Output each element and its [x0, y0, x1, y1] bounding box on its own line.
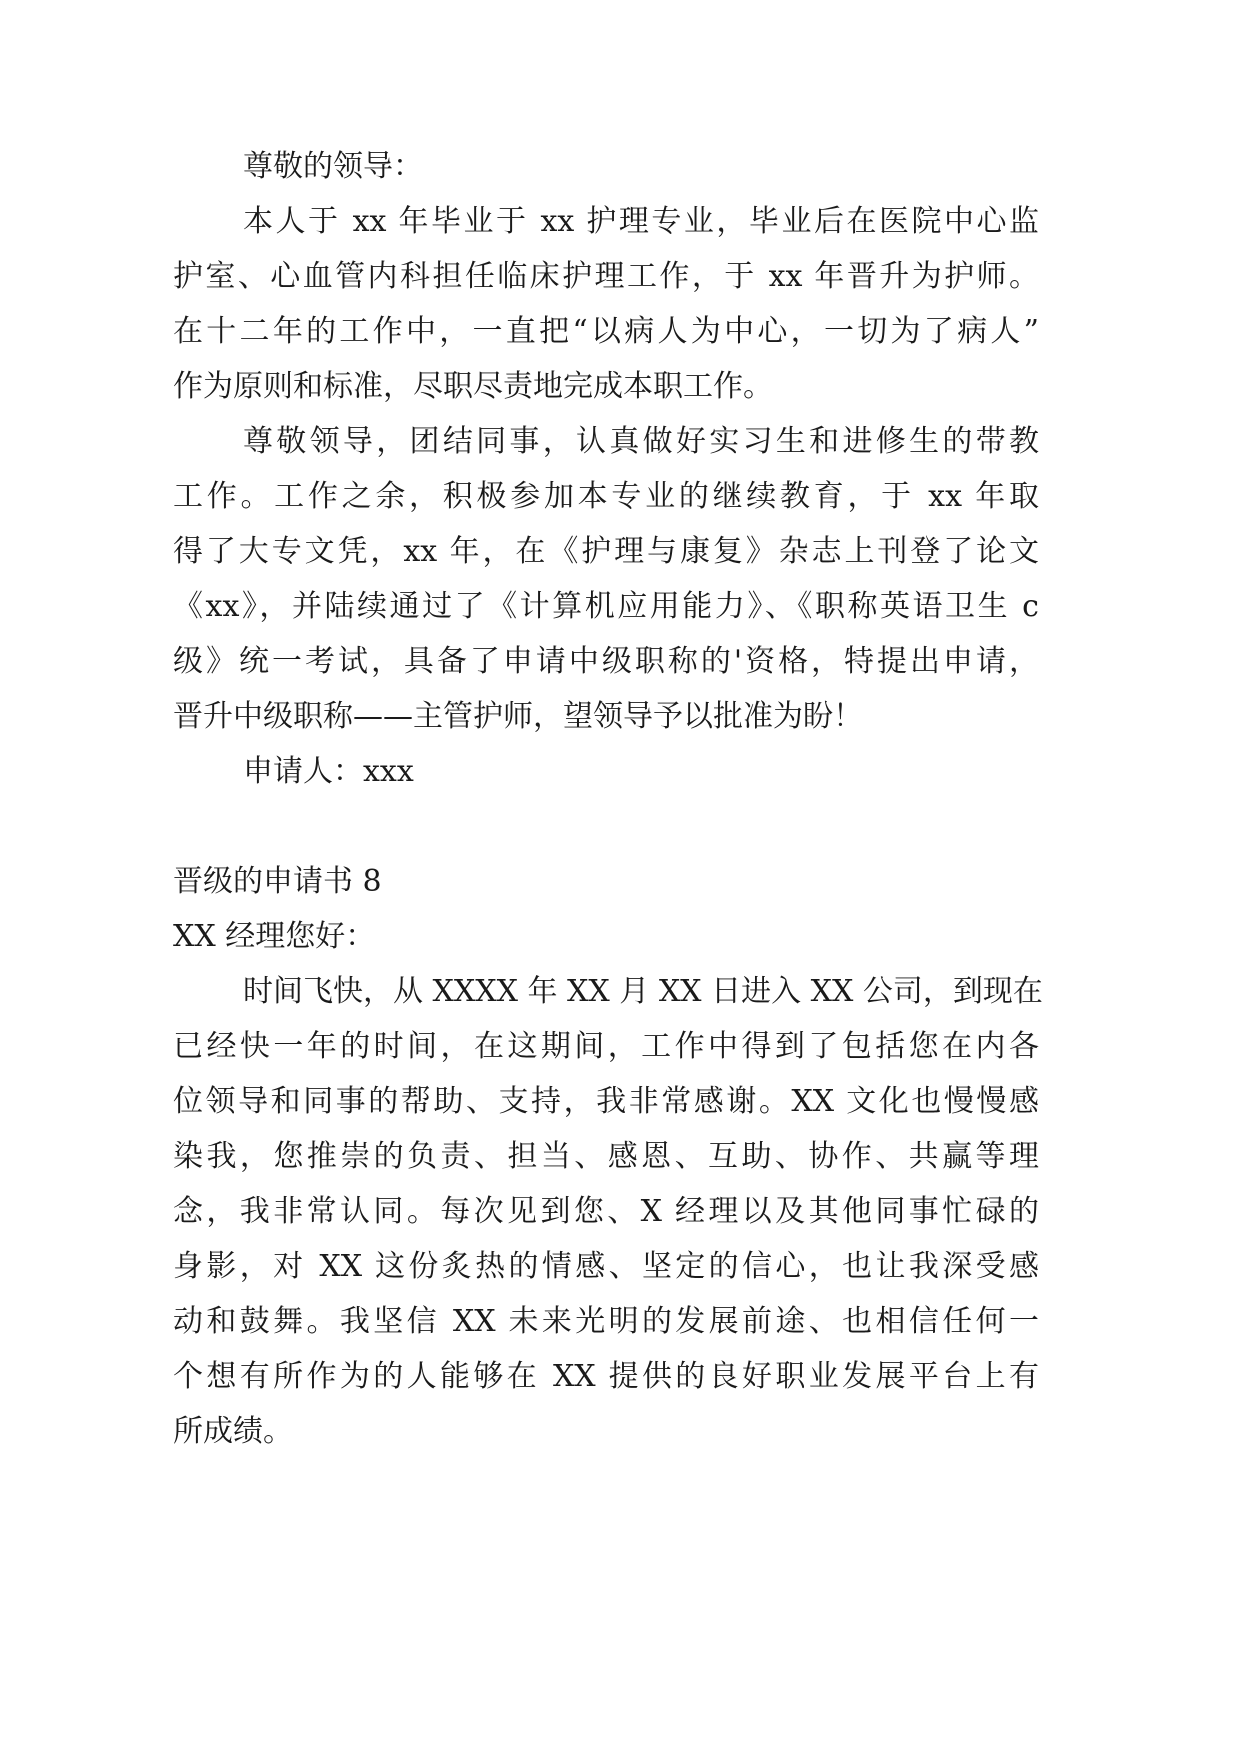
paragraph-line: 在十二年的工作中，一直把“以病人为中心，一切为了病人” — [173, 314, 1039, 349]
salutation-line: XX 经理您好： — [173, 919, 376, 954]
paragraph-line: 护室、心血管内科担任临床护理工作，于 xx 年晋升为护师。 — [173, 259, 1039, 294]
paragraph-line: 晋升中级职称——主管护师，望领导予以批准为盼！ — [173, 699, 863, 734]
paragraph-line: 染我，您推崇的负责、担当、感恩、互助、协作、共赢等理 — [173, 1139, 1039, 1174]
paragraph-line: 本人于 xx 年毕业于 xx 护理专业，毕业后在医院中心监 — [243, 204, 1039, 239]
salutation-line: 尊敬的领导： — [243, 149, 423, 184]
section-title: 晋级的申请书 8 — [173, 864, 382, 899]
paragraph-line: 作为原则和标准，尽职尽责地完成本职工作。 — [173, 369, 773, 404]
paragraph-line: 念，我非常认同。每次见到您、X 经理以及其他同事忙碌的 — [173, 1194, 1039, 1229]
paragraph-line: 已经快一年的时间，在这期间，工作中得到了包括您在内各 — [173, 1029, 1039, 1064]
paragraph-line: 工作。工作之余，积极参加本专业的继续教育，于 xx 年取 — [173, 479, 1039, 514]
paragraph-line: 尊敬领导，团结同事，认真做好实习生和进修生的带教 — [243, 424, 1039, 459]
paragraph-line: 时间飞快，从 XXXX 年 XX 月 XX 日进入 XX 公司，到现在 — [243, 974, 1043, 1009]
paragraph-line: 个想有所作为的人能够在 XX 提供的良好职业发展平台上有 — [173, 1359, 1039, 1394]
paragraph-line: 所成绩。 — [173, 1414, 293, 1449]
paragraph-line: 级》统一考试，具备了申请中级职称的'资格，特提出申请， — [173, 644, 1039, 679]
paragraph-line: 动和鼓舞。我坚信 XX 未来光明的发展前途、也相信任何一 — [173, 1304, 1039, 1339]
paragraph-line: 身影，对 XX 这份炙热的情感、坚定的信心，也让我深受感 — [173, 1249, 1039, 1284]
paragraph-line: 《xx》，并陆续通过了《计算机应用能力》、《职称英语卫生 c — [173, 589, 1039, 624]
paragraph-line: 位领导和同事的帮助、支持，我非常感谢。XX 文化也慢慢感 — [173, 1084, 1039, 1119]
paragraph-line: 得了大专文凭，xx 年，在《护理与康复》杂志上刊登了论文 — [173, 534, 1039, 569]
signature-line: 申请人：xxx — [243, 754, 414, 789]
